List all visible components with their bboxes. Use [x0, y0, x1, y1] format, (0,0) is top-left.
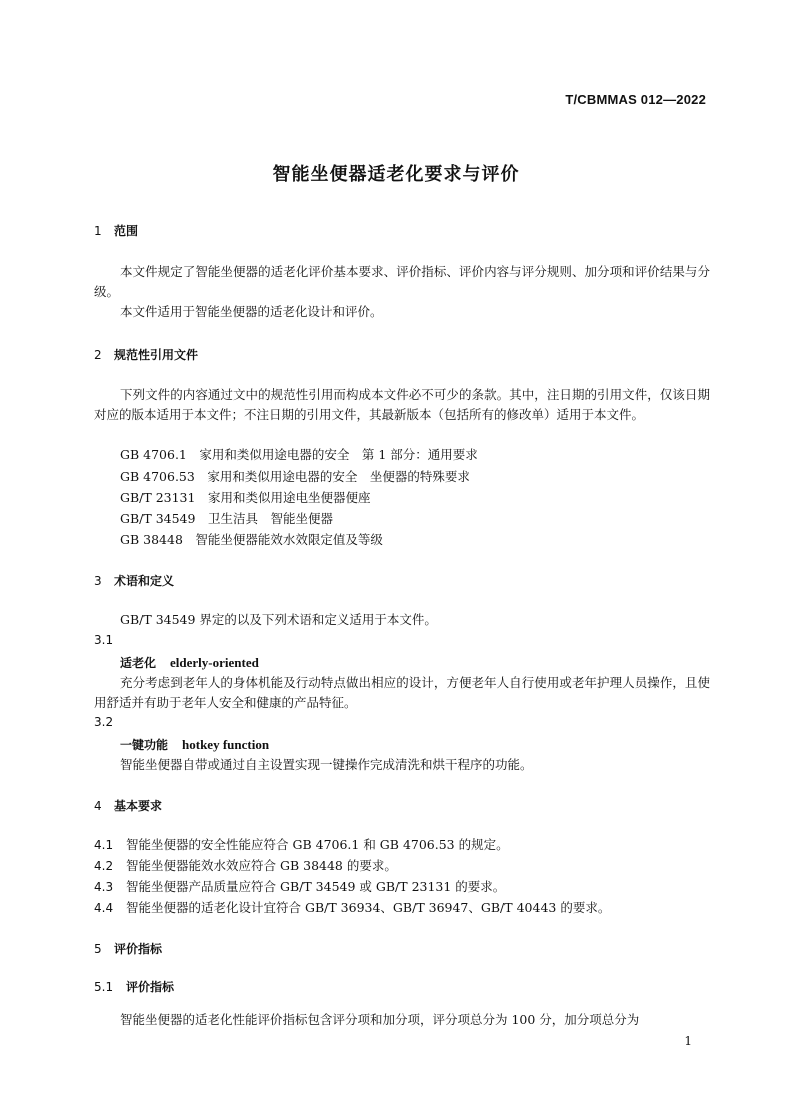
reference-item: GB 4706.1 家用和类似用途电器的安全 第 1 部分：通用要求	[120, 447, 478, 462]
section-1-paragraph-1: 本文件规定了智能坐便器的适老化评价基本要求、评价指标、评价内容与评分规则、加分项和评价结果与分级。	[94, 264, 710, 299]
clause-4-4: 4.4 智能坐便器的适老化设计宜符合 GB/T 36934、GB/T 36947、GB/T 40443 的要求。	[94, 900, 611, 915]
term-3-1-definition: 充分考虑到老年人的身体机能及行动特点做出相应的设计，方便老年人自行使用或老年护理人员操作，且使用舒适并有助于老年人安全和健康的产品特征。	[94, 675, 710, 710]
section-2-paragraph: 下列文件的内容通过文中的规范性引用而构成本文件必不可少的条款。其中，注日期的引用文件，仅该日期对应的版本适用于本文件；不注日期的引用文件，其最新版本（包括所有的修改单）适用于本文件。	[94, 387, 710, 422]
document-title: 智能坐便器适老化要求与评价	[272, 164, 520, 185]
term-3-2-title: 一键功能 hotkey function	[120, 737, 270, 752]
section-5-1-paragraph: 智能坐便器的适老化性能评价指标包含评分项和加分项，评分项总分为 100 分，加分项总分为	[120, 1012, 640, 1027]
section-1-heading: 1 范围	[94, 224, 139, 238]
reference-item: GB/T 23131 家用和类似用途电坐便器便座	[120, 490, 371, 505]
term-3-2-number: 3.2	[94, 715, 114, 729]
section-3-paragraph: GB/T 34549 界定的以及下列术语和定义适用于本文件。	[120, 612, 437, 627]
reference-item: GB 38448 智能坐便器能效水效限定值及等级	[120, 532, 383, 547]
section-5-heading: 5 评价指标	[94, 942, 163, 956]
subsection-5-1-heading: 5.1 评价指标	[94, 980, 175, 994]
reference-item: GB/T 34549 卫生洁具 智能坐便器	[120, 511, 333, 526]
section-2-heading: 2 规范性引用文件	[94, 348, 199, 362]
clause-4-2: 4.2 智能坐便器能效水效应符合 GB 38448 的要求。	[94, 858, 397, 873]
term-3-2-definition: 智能坐便器自带或通过自主设置实现一键操作完成清洗和烘干程序的功能。	[120, 757, 533, 772]
clause-4-3: 4.3 智能坐便器产品质量应符合 GB/T 34549 或 GB/T 23131 的要求。	[94, 879, 506, 894]
reference-item: GB 4706.53 家用和类似用途电器的安全 坐便器的特殊要求	[120, 469, 470, 484]
section-4-heading: 4 基本要求	[94, 799, 163, 813]
clause-4-1: 4.1 智能坐便器的安全性能应符合 GB 4706.1 和 GB 4706.53 的规定。	[94, 837, 509, 852]
section-1-paragraph-2: 本文件适用于智能坐便器的适老化设计和评价。	[120, 304, 383, 319]
page-number: 1	[684, 1034, 692, 1048]
term-3-1-title: 适老化 elderly-oriented	[120, 655, 259, 670]
term-3-1-number: 3.1	[94, 633, 114, 647]
standard-code: T/CBMMAS 012—2022	[565, 92, 706, 107]
section-3-heading: 3 术语和定义	[94, 574, 175, 588]
